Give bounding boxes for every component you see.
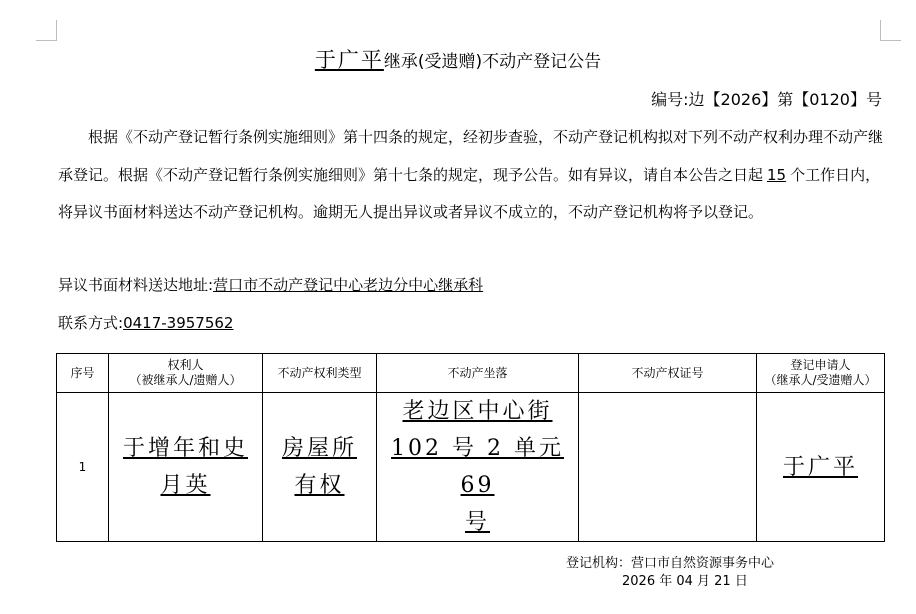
table-row [57,393,885,542]
cell-applicant: 于广平 [757,393,885,542]
header-seq: 序号 [57,354,109,393]
registration-table [56,353,885,542]
body-part2: 个工作日内，将异议书面材料送达不动产登记机构。逾期无人提出异议或者异议不成立的，不动产登记机构将予以登记。 [58,165,881,221]
address-value: 营口市不动产登记中心老边分中心继承科 [213,276,484,294]
cell-location: 老边区中心街 102 号 2 单元 69 号 [377,393,579,542]
page-corner-mark [56,20,57,41]
document-number: 编号:边【2026】第【0120】号 [651,90,882,109]
title-name: 于广平 [314,48,384,72]
body-days: 15 [767,165,787,184]
header-applicant: 登记申请人 （继承人/受遗赠人） [757,354,885,393]
address-label: 异议书面材料送达地址: [58,276,214,294]
header-holder: 权利人 （被继承人/遗赠人） [109,354,263,393]
cell-seq: 1 [57,393,109,542]
notice-title [0,44,916,74]
objection-address [58,274,483,295]
header-right-type: 不动产权利类型 [263,354,377,393]
contact-label: 联系方式: [58,314,124,332]
body-part1: 根据《不动产登记暂行条例实施细则》第十四条的规定，经初步查验，不动产登记机构拟对下列不动产权利办理不动产继承登记。根据《不动产登记暂行条例实施细则》第十七条的规定，现予公告。如有异议，请自本公告之日起 [58,128,884,184]
header-cert-number: 不动产权证号 [579,354,757,393]
cell-right-type: 房屋所 有权 [263,393,377,542]
registration-authority: 登记机构：营口市自然资源事务中心 [566,556,775,571]
page-corner-mark [881,40,901,41]
page-corner-mark [880,20,881,41]
title-text: 继承(受遗赠)不动产登记公告 [383,52,602,72]
header-location: 不动产坐落 [377,354,579,393]
cell-holder: 于增年和史 月英 [109,393,263,542]
cell-cert-number [579,393,757,542]
notice-date: 2026 年 04 月 21 日 [622,574,748,589]
contact-value: 0417-3957562 [123,314,234,332]
contact-info [58,312,233,333]
notice-body [58,119,886,232]
table-header-row [57,354,885,393]
page-corner-mark [36,40,56,41]
